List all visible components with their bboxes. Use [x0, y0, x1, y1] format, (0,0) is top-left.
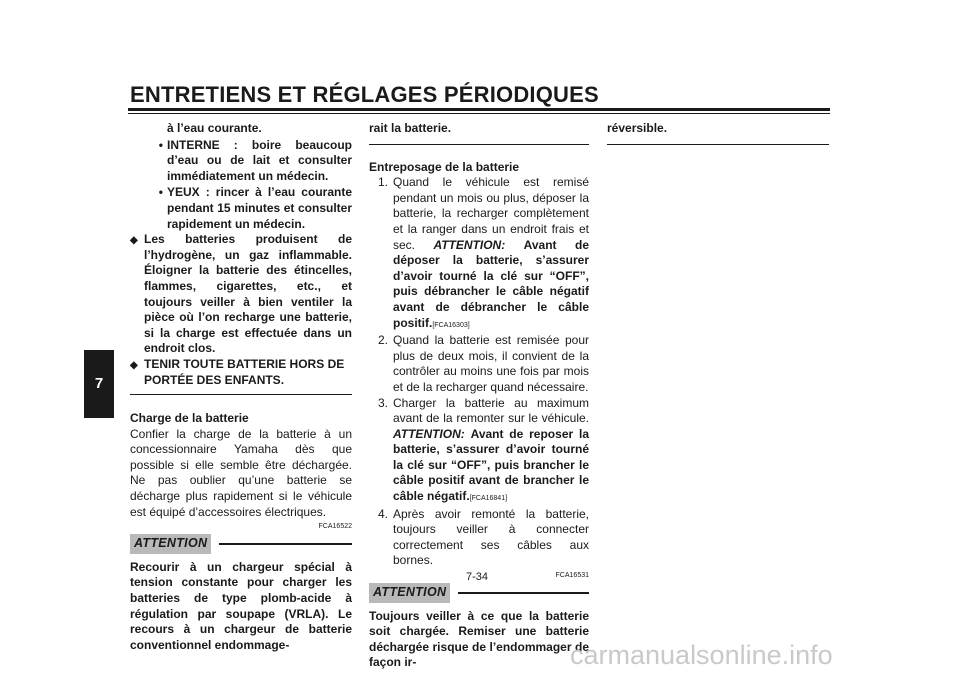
attention-end-rule: [607, 144, 829, 145]
item-number: 3.: [377, 395, 388, 410]
numbered-item: [369, 396, 589, 507]
item-number: 2.: [377, 333, 388, 348]
column-1: [130, 121, 352, 653]
attention-continuation: rait la batterie.: [369, 121, 452, 135]
reference-code: [FCA16303]: [432, 321, 470, 329]
item-number: 4.: [377, 506, 388, 521]
attention-header: [130, 534, 352, 554]
attention-inline-text: Avant de reposer la batterie, s’assurer d’avoir tourné la clé sur “OFF”, puis brancher le câble positif avant de brancher le câble négatif.: [393, 426, 589, 504]
section-heading: Charge de la batterie: [130, 411, 249, 426]
attention-rule: [458, 592, 589, 594]
attention-inline-text: Avant de déposer la batterie, s’assurer d’avoir tourné la clé sur “OFF”, puis débrancher le câble négatif avant de débrancher le câble positif.: [393, 237, 589, 330]
warning-continuation: à l’eau courante.: [167, 121, 262, 135]
watermark: carmanualsonline.info: [570, 640, 833, 670]
title-rule: [128, 108, 830, 111]
title-rule-thin: [128, 113, 830, 114]
attention-inline-label: ATTENTION:: [433, 237, 506, 252]
item-number: 1.: [377, 175, 388, 190]
page-title: ENTRETIENS ET RÉGLAGES PÉRIODIQUES: [130, 82, 599, 107]
diamond-text: Les batteries produisent de l’hydrogène, un gaz inflammable. Éloigner la batterie des étincelles, flammes, cigarettes, etc., et toujours veiller à bien ventiler la pièce où l’on recharge une batterie, si la charge est effectuée dans un endroit clos.: [144, 232, 352, 356]
attention-text: Toujours veiller à ce que la batterie soit chargée. Remiser une batterie déchargée risque de l’endommager de façon ir-: [369, 608, 589, 670]
reference-code: FCA16522: [318, 523, 352, 531]
diamond-item: [130, 357, 352, 388]
column-3: [607, 121, 829, 149]
body-paragraph: Confier la charge de la batterie à un concessionnaire Yamaha dès que possible si elle semble être déchargée. Ne pas oublier qu’une batterie se décharge plus rapidement si le véhicule est équipé d’accessoires électriques.: [130, 426, 352, 519]
attention-label: ATTENTION: [369, 583, 450, 603]
item-text: Après avoir remonté la batterie, toujours veiller à connecter correctement ses câbles aux bornes.: [393, 506, 589, 568]
attention-text: Recourir à un chargeur spécial à tension constante pour charger les batteries de type plomb-acide à régulation par soupape (VRLA). Le recours à un chargeur de batterie conventionnel endommage-: [130, 559, 352, 652]
item-text: Charger la batterie au maximum avant de la remonter sur le véhicule. ATTENTION: Avant de reposer la batterie, s’assurer d’avoir tourné la clé sur “OFF”, puis brancher le câble positif avant de brancher le câble négatif.[FCA16841]: [393, 395, 589, 504]
diamond-text: TENIR TOUTE BATTERIE HORS DE PORTÉE DES ENFANTS.: [144, 356, 345, 387]
reference-code: [FCA16841]: [469, 495, 508, 503]
numbered-item: [369, 175, 589, 333]
numbered-item: [369, 507, 589, 569]
bullet-item: [130, 138, 352, 185]
column-2: [369, 121, 589, 671]
chapter-tab: 7: [84, 350, 114, 418]
attention-label: ATTENTION: [130, 534, 211, 554]
section-heading: Entreposage de la batterie: [369, 159, 520, 174]
attention-inline-label: ATTENTION:: [393, 426, 465, 441]
page-number: 7-34: [466, 571, 489, 583]
attention-continuation: réversible.: [607, 121, 668, 135]
bullet-icon: •: [158, 185, 163, 200]
bullet-item: [130, 185, 352, 232]
attention-rule: [219, 543, 352, 545]
item-text: Quand le véhicule est remisé pendant un mois ou plus, déposer la batterie, la recharger complètement et la ranger dans un endroit frais et sec. ATTENTION: Avant de déposer la batterie, s’assurer d’avoir tourné la clé sur “OFF”, puis débrancher le câble négatif avant de débrancher le câble positif.[FCA16303]: [393, 175, 589, 330]
warning-end-rule: [130, 394, 352, 395]
bullet-text: YEUX : rincer à l’eau courante pendant 15 minutes et consulter rapidement un médecin.: [167, 185, 352, 231]
item-text: Quand la batterie est remisée pour plus de deux mois, il convient de la contrôler au moins une fois par mois et de la recharger quand nécessaire.: [393, 333, 589, 394]
numbered-item: [369, 333, 589, 395]
reference-code: FCA16531: [555, 572, 589, 580]
diamond-bullet-icon: ◆: [130, 359, 138, 371]
bullet-text: INTERNE : boire beaucoup d’eau ou de lait et consulter immédiatement un médecin.: [167, 137, 352, 183]
attention-end-rule: [369, 144, 589, 145]
diamond-bullet-icon: ◆: [130, 235, 138, 247]
bullet-icon: •: [158, 137, 163, 152]
diamond-item: [130, 232, 352, 357]
attention-header: [369, 583, 589, 603]
